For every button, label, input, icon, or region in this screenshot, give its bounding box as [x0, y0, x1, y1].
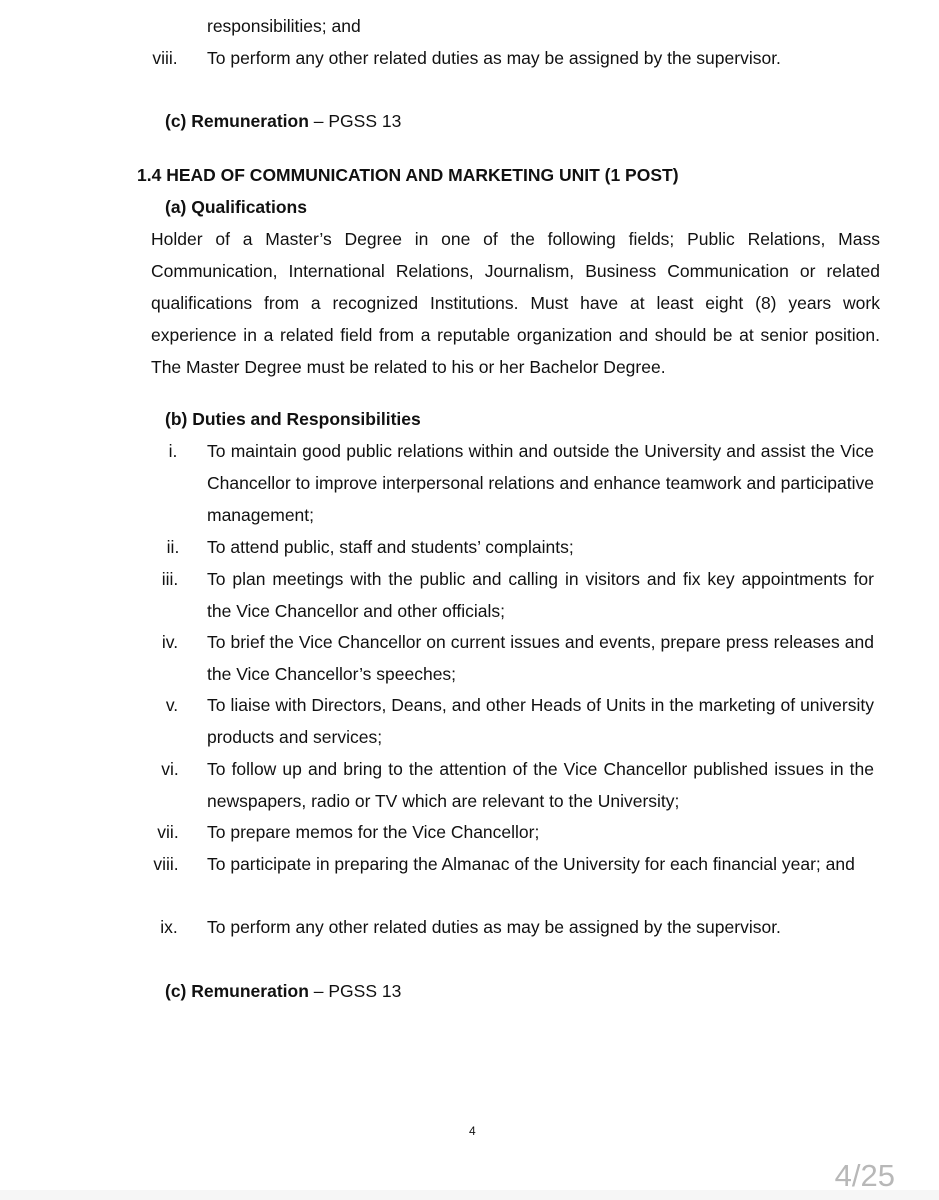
qualifications-heading: (a) Qualifications	[165, 197, 307, 217]
list-item-text: To attend public, staff and students’ complaints;	[207, 537, 574, 557]
duties-heading: (b) Duties and Responsibilities	[165, 409, 421, 429]
list-number: ix.	[160, 917, 178, 937]
list-number: viii.	[153, 854, 179, 874]
list-item-text: To brief the Vice Chancellor on current issues and events, prepare press releases and the Vice Chancellor’s speeches;	[207, 632, 874, 684]
remuneration-sep: –	[308, 981, 329, 1001]
list-item-text: To perform any other related duties as may be assigned by the supervisor.	[207, 48, 781, 68]
list-number: i.	[168, 441, 178, 461]
remuneration-label: (c) Remuneration	[165, 981, 309, 1001]
page-number: 4	[469, 1124, 476, 1138]
list-item-text: To liaise with Directors, Deans, and other Heads of Units in the marketing of university products and services;	[207, 695, 874, 747]
page-counter: 4/25	[834, 1158, 895, 1193]
continued-item-text: responsibilities; and	[207, 16, 361, 36]
list-number: viii.	[152, 48, 178, 68]
list-item-text: To prepare memos for the Vice Chancellor;	[207, 822, 540, 842]
list-number: iii.	[161, 569, 179, 589]
remuneration-line	[165, 975, 401, 1007]
list-number: vi.	[161, 759, 179, 779]
qualifications-paragraph: Holder of a Master’s Degree in one of the following fields; Public Relations, Mass Communication, International Relations, Journalism, Business Communication or related qualifications from a recognized Institutions. Must have at least eight (8) years work experience in a related field from a reputable organization and should be at senior position. The Master Degree must be related to his or her Bachelor Degree.	[151, 229, 880, 377]
list-item-text: To participate in preparing the Almanac of the University for each financial year; and	[207, 854, 855, 874]
list-number: iv.	[161, 632, 179, 652]
section-title: 1.4 HEAD OF COMMUNICATION AND MARKETING UNIT (1 POST)	[137, 165, 679, 185]
list-number: v.	[165, 695, 179, 715]
list-number: ii.	[166, 537, 180, 557]
remuneration-sep: –	[308, 111, 329, 131]
list-number: vii.	[157, 822, 179, 842]
remuneration-line	[165, 105, 401, 137]
list-item-text: To plan meetings with the public and calling in visitors and fix key appointments for the Vice Chancellor and other officials;	[207, 569, 874, 621]
remuneration-label: (c) Remuneration	[165, 111, 309, 131]
list-item-text: To follow up and bring to the attention of the Vice Chancellor published issues in the newspapers, radio or TV which are relevant to the University;	[207, 759, 874, 811]
remuneration-value: PGSS 13	[328, 111, 402, 131]
remuneration-value: PGSS 13	[328, 981, 402, 1001]
list-item-text: To maintain good public relations within and outside the University and assist the Vice Chancellor to improve interpersonal relations and enhance teamwork and participative management;	[207, 441, 874, 525]
list-item-text: To perform any other related duties as may be assigned by the supervisor.	[207, 917, 781, 937]
